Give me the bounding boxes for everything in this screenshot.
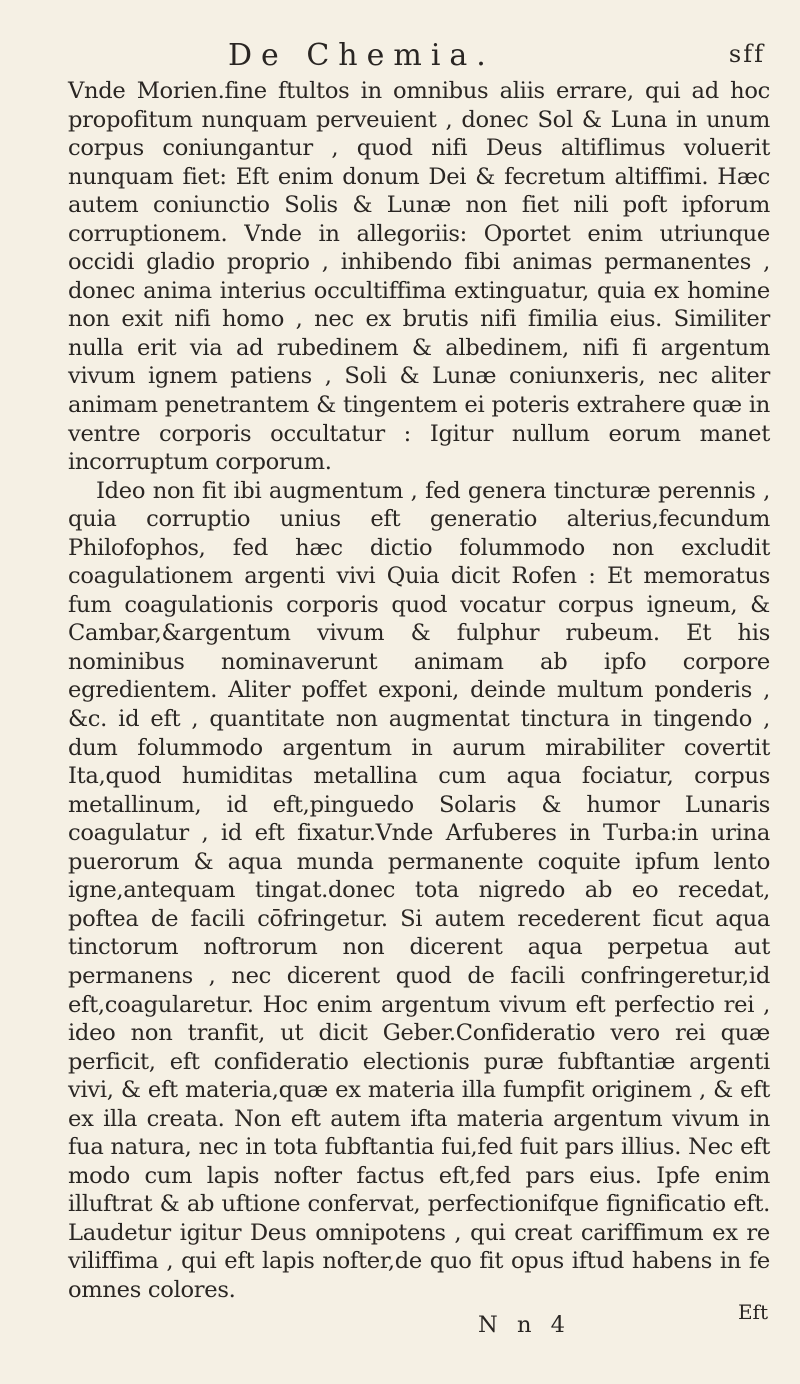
signature-mark: N n 4	[478, 1312, 572, 1338]
catchword: Eft	[737, 1300, 768, 1324]
page-footer	[68, 1300, 770, 1344]
page-number: sff	[728, 40, 765, 68]
running-head: De Chemia.	[228, 38, 495, 73]
page-header	[60, 38, 765, 74]
body-text	[68, 77, 770, 1305]
paragraph-1: Vnde Morien.fine ftultos in omnibus aliis errare, qui ad hoc propofitum nunquam perveuient , donec Sol & Luna in unum corpus coniungantur , quod nifi Deus altiflimus voluerit nunquam fiet: Eft enim donum Dei & fecretum altiffimi. Hæc autem coniunctio Solis & Lunæ non fiet nili poft ipforum corruptionem. Vnde in allegoriis: Oportet enim utriunque occidi gladio proprio , inhibendo fibi animas permanentes , donec anima interius occultiffima extinguatur, quia ex homine non exit nifi homo , nec ex brutis nifi fimilia eius. Similiter nulla erit via ad rubedinem & albedinem, nifi fi argentum vivum ignem patiens , Soli & Lunæ coniunxeris, nec aliter animam penetrantem & tingentem ei poteris extrahere quæ in ventre corporis occultatur : Igitur nullum eorum manet incorruptum corporum.	[68, 78, 770, 476]
paragraph-2: Ideo non fit ibi augmentum , fed genera tincturæ perennis , quia corruptio unius eft generatio alterius,fecundum Philofophos, fed hæc dictio folummodo non excludit coagulationem argenti vivi Quia dicit Rofen : Et memoratus fum coagulationis corporis quod vocatur corpus igneum, & Cambar,&argentum vivum & fulphur rubeum. Et his nominibus nominaverunt animam ab ipfo corpore egredientem. Aliter poffet exponi, deinde multum ponderis , &c. id eft , quantitate non augmentat tinctura in tingendo , dum folummodo argentum in aurum mirabiliter covertit Ita,quod humiditas metallina cum aqua fociatur, corpus metallinum, id eft,pinguedo Solaris & humor Lunaris coagulatur , id eft fixatur.Vnde Arfuberes in Turba:in urina puerorum & aqua munda permanente coquite ipfum lento igne,antequam tingat.donec tota nigredo ab eo recedat, poftea de facili cōfringetur. Si autem recederent ficut aqua tinctorum noftrorum non dicerent aqua perpetua aut permanens , nec dicerent quod de facili confringeretur,id eft,coagularetur. Hoc enim argentum vivum eft perfectio rei , ideo non tranfit, ut dicit Geber.Confideratio vero rei quæ perficit, eft confideratio electionis puræ fubftantiæ argenti vivi, & eft materia,quæ ex materia illa fumpfit originem , & eft ex illa creata. Non eft autem ifta materia argentum vivum in fua natura, nec in tota fubftantia fui,fed fuit pars illius. Nec eft modo cum lapis nofter factus eft,fed pars eius. Ipfe enim illuftrat & ab uftione confervat, perfectionifque fignificatio eft. Laudetur igitur Deus omnipotens , qui creat cariffimum ex re viliffima , qui eft lapis nofter,de quo fit opus iftud habens in fe omnes colores.	[68, 477, 770, 1303]
